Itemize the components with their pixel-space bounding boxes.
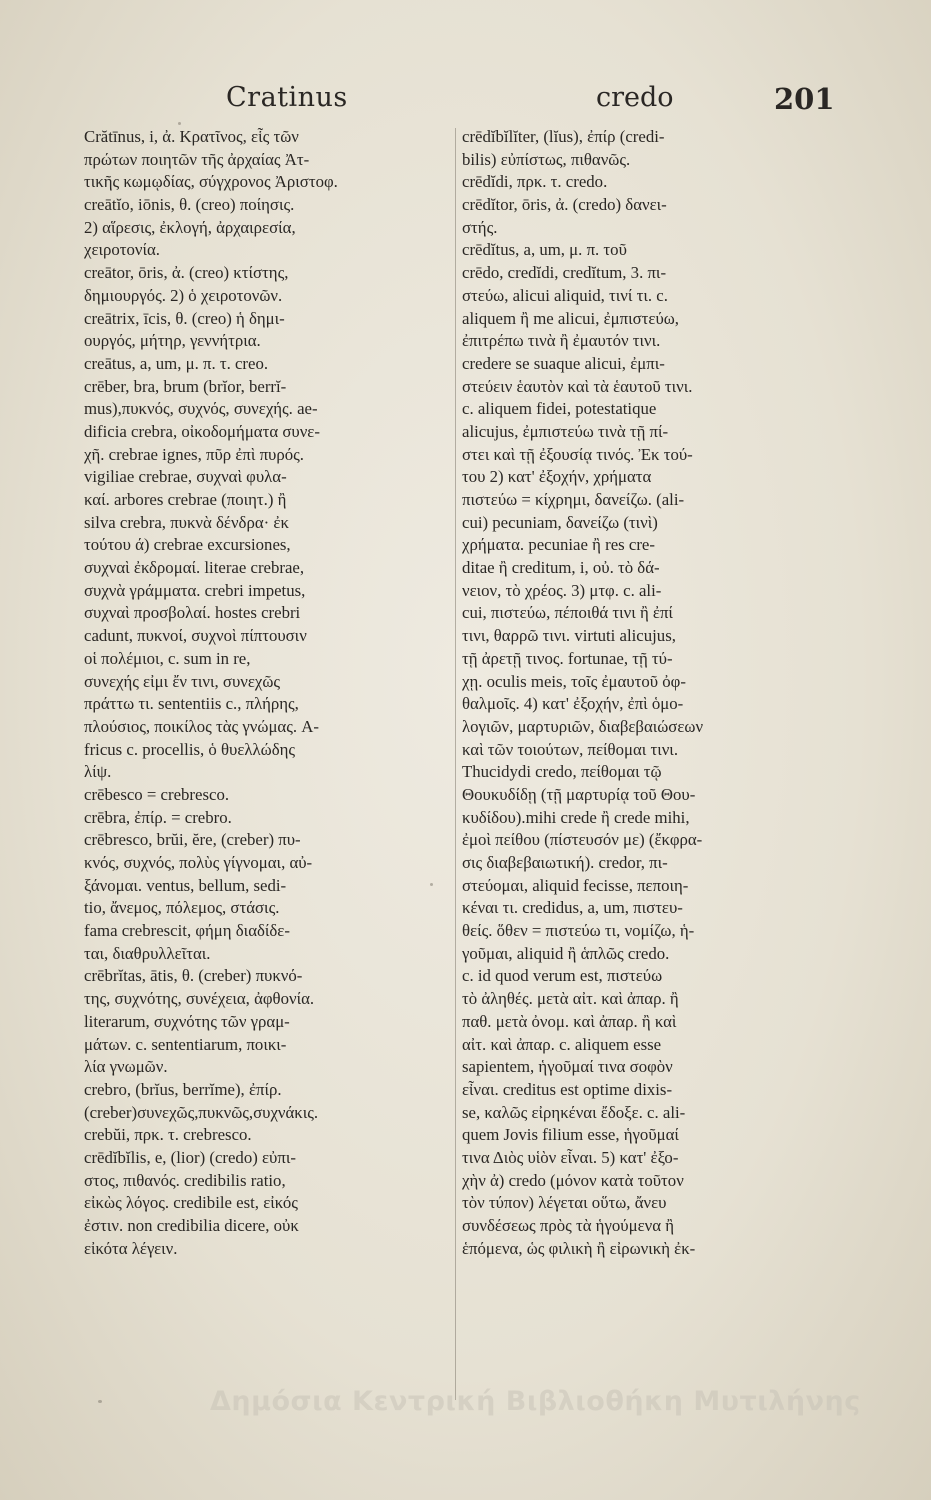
left-column-line: fricus c. procellis, ὁ θυελλώδης (84, 739, 296, 759)
left-column-line: πλούσιος, ποικίλος τὰς γνώμας. A- (84, 716, 319, 736)
left-column-line: συχναὶ ἐκδρομαί. literae crebrae, (84, 558, 305, 578)
right-column-line: στεύειν ἑαυτὸν καὶ τὰ ἑαυτοῦ τινι. (462, 376, 693, 396)
right-column-line: Θουκυδίδῃ (τῇ μαρτυρίᾳ τοῦ Θου- (462, 784, 696, 804)
right-column-line: στει καὶ τῇ ἐξουσίᾳ τινός. Ἐκ τού- (462, 444, 693, 464)
left-column-line: λία γνωμῶν. (84, 1057, 168, 1077)
right-column-line: στεύομαι, aliquid fecisse, πεποιη- (462, 875, 689, 895)
left-column-line: Crătīnus, i, ἀ. Κρατῖνος, εἷς τῶν (84, 127, 299, 146)
left-column-line: (creber)συνεχῶς,πυκνῶς,συχνάκις. (84, 1102, 319, 1122)
left-column-line: crebro, (brĭus, berrĭme), ἐπίρ. (84, 1079, 282, 1099)
left-column-line: χειροτονία. (84, 240, 160, 260)
left-column-line: πρώτων ποιητῶν τῆς ἀρχαίας Ἀτ- (84, 149, 310, 169)
right-column-line: τινα Διὸς υἱὸν εἶναι. 5) κατ' ἐξο- (462, 1147, 679, 1167)
right-column-line: alicujus, ἐμπιστεύω τινὰ τῇ πί- (462, 421, 669, 441)
left-column-line: δημιουργός. 2) ὁ χειροτονῶν. (84, 285, 283, 305)
left-column-line: creātor, ōris, ἀ. (creo) κτίστης, (84, 263, 289, 283)
left-column-line: συχναὶ προσβολαί. hostes crebri (84, 603, 301, 623)
right-column-line: χὴν ἀ) credo (μόνον κατὰ τοῦτον (462, 1170, 684, 1190)
left-column-line: καί. arbores crebrae (ποιητ.) ἢ (84, 490, 287, 509)
left-column-line: mus),πυκνός, συχνός, συνεχής. ae- (84, 399, 318, 419)
left-column-line: λίψ. (84, 762, 112, 782)
left-column-line: ξάνομαι. ventus, bellum, sedi- (84, 875, 287, 895)
paper-speck (178, 122, 181, 125)
right-column-line: crēdĭtor, ōris, ἀ. (credo) δανει- (462, 195, 667, 215)
left-column-line: χῆ. crebrae ignes, πῦρ ἐπὶ πυρός. (84, 444, 304, 464)
left-column-line: vigiliae crebrae, συχναὶ φυλα- (84, 467, 287, 487)
left-column-line: ἐστιν. non credibilia dicere, οὐκ (84, 1216, 299, 1235)
right-column-line: bilis) εὐπίστως, πιθανῶς. (462, 149, 631, 169)
right-column-line: sapientem, ἡγοῦμαί τινα σοφὸν (462, 1057, 673, 1077)
right-column-line: ἑπόμενα, ὡς φιλικὴ ἢ εἰρωνικὴ ἐκ- (462, 1238, 696, 1258)
header-right-guide-word: credo (596, 82, 674, 113)
left-column-line: creātĭo, iōnis, θ. (creo) ποίησις. (84, 195, 295, 215)
library-watermark: Δημόσια Κεντρική Βιβλιοθήκη Μυτιλήνης (210, 1386, 861, 1417)
right-column-line: στής. (462, 217, 498, 237)
right-column-line: crēdĭdi, πρκ. τ. credo. (462, 172, 608, 192)
left-column-line: cadunt, πυκνοί, συχνοὶ πίπτουσιν (84, 626, 307, 646)
left-column-line: τικῆς κωμῳδίας, σύγχρονος Ἀριστοφ. (84, 172, 338, 192)
left-column-line: μάτων. c. sententiarum, ποικι- (84, 1034, 287, 1054)
right-column-line: τινι, θαρρῶ τινι. virtuti alicujus, (462, 626, 676, 646)
right-column (462, 126, 842, 1260)
left-column-line: fama crebrescit, φήμη διαδίδε- (84, 921, 290, 941)
right-column-line: τῇ ἀρετῇ τινος. fortunae, τῇ τύ- (462, 648, 673, 668)
paper-speck (430, 883, 433, 886)
left-column (84, 126, 448, 1260)
right-column-line: χῃ. oculis meis, τοῖς ἐμαυτοῦ ὀφ- (462, 671, 686, 691)
left-column-line: crēbra, ἐπίρ. = crebro. (84, 807, 232, 827)
left-column-line: ται, διαθρυλλεῖται. (84, 943, 211, 963)
right-column-line: τὸ ἀληθές. μετὰ αἰτ. καὶ ἀπαρ. ἢ (462, 989, 679, 1009)
right-column-line: c. id quod verum est, πιστεύω (462, 966, 663, 986)
left-column-line: crēbrĭtas, ātis, θ. (creber) πυκνό- (84, 966, 303, 986)
right-column-line: aliquem ἢ me alicui, ἐμπιστεύω, (462, 308, 680, 328)
right-column-line: cui) pecuniam, δανείζω (τινὶ) (462, 512, 658, 532)
left-column-line: crēbesco = crebresco. (84, 784, 230, 804)
right-column-line: νειον, τὸ χρέος. 3) μτφ. c. ali- (462, 580, 662, 600)
right-column-line: εἶναι. creditus est optime dixis- (462, 1079, 673, 1099)
left-column-line: crēbresco, brŭi, ĕre, (creber) πυ- (84, 830, 301, 850)
left-column-line: τούτου ά) crebrae excursiones, (84, 535, 291, 555)
right-column-line: crēdo, credĭdi, credĭtum, 3. πι- (462, 263, 667, 283)
left-column-line: της, συχνότης, συνέχεια, ἀφθονία. (84, 989, 315, 1009)
left-column-line: ουργός, μήτηρ, γεννήτρια. (84, 331, 261, 351)
left-column-line: συνεχής εἰμι ἔν τινι, συνεχῶς (84, 671, 281, 691)
right-column-line: συνδέσεως πρὸς τὰ ἡγούμενα ἢ (462, 1216, 674, 1235)
right-column-line: se, καλῶς εἰρηκέναι ἔδοξε. c. ali- (462, 1102, 686, 1122)
left-column-line: tio, ἄνεμος, πόλεμος, στάσις. (84, 898, 280, 918)
right-column-line: παθ. μετὰ ὀνομ. καὶ ἀπαρ. ἢ καὶ (462, 1011, 677, 1031)
left-column-line: crebŭi, πρκ. τ. crebresco. (84, 1125, 252, 1145)
right-column-line: θαλμοῖς. 4) κατ' ἐξοχήν, ἐπὶ ὁμο- (462, 694, 684, 714)
right-column-line: γοῦμαι, aliquid ἢ ἁπλῶς credo. (462, 943, 670, 963)
page-number: 201 (774, 82, 835, 116)
right-column-line: quem Jovis filium esse, ἡγοῦμαί (462, 1125, 679, 1145)
right-column-line: θείς. ὅθεν = πιστεύω τι, νομίζω, ἡ- (462, 921, 695, 941)
left-column-line: κνός, συχνός, πολὺς γίγνομαι, αὐ- (84, 853, 313, 872)
right-column-line: καὶ τῶν τοιούτων, πείθομαι τινι. (462, 739, 679, 759)
header-left-guide-word: Cratinus (226, 82, 348, 113)
left-column-line: εἰκότα λέγειν. (84, 1238, 178, 1258)
left-column-line: crēdĭbĭlis, e, (lior) (credo) εὐπι- (84, 1147, 296, 1167)
right-column-line: του 2) κατ' ἐξοχήν, χρήματα (462, 467, 652, 487)
right-column-line: ἐπιτρέπω τινὰ ἢ ἐμαυτόν τινι. (462, 331, 661, 351)
left-column-line: crēber, bra, brum (brĭor, berrĭ- (84, 376, 287, 396)
left-column-line: εἰκὼς λόγος. credibile est, εἰκός (84, 1193, 298, 1213)
left-column-line: creātrix, īcis, θ. (creo) ἡ δημι- (84, 308, 285, 328)
left-column-line: στος, πιθανός. credibilis ratio, (84, 1170, 286, 1190)
right-column-line: χρήματα. pecuniae ἢ res cre- (462, 535, 655, 555)
right-column-line: πιστεύω = κίχρημι, δανείζω. (ali- (462, 490, 685, 509)
right-column-line: Thucidydi credo, πείθομαι τῷ (462, 762, 662, 782)
right-column-line: ditae ἢ creditum, i, οὐ. τὸ δά- (462, 558, 660, 578)
right-column-line: c. aliquem fidei, potestatique (462, 399, 657, 419)
right-column-line: κέναι τι. credidus, a, um, πιστευ- (462, 898, 683, 918)
paper-speck (98, 1400, 102, 1403)
right-column-line: τὸν τύπον) λέγεται οὕτω, ἄνευ (462, 1193, 667, 1213)
right-column-line: στεύω, alicui aliquid, τινί τι. c. (462, 285, 668, 305)
right-column-line: κυδίδου).mihi crede ἢ crede mihi, (462, 807, 690, 827)
right-column-line: crēdĭbĭlĭter, (lĭus), ἐπίρ (credi- (462, 127, 665, 146)
left-column-line: silva crebra, πυκνὰ δένδρα· ἐκ (84, 512, 289, 532)
column-divider (455, 128, 456, 1400)
left-column-line: 2) αἵρεσις, ἐκλογή, ἀρχαιρεσία, (84, 217, 296, 237)
right-column-line: cui, πιστεύω, πέποιθά τινι ἢ ἐπί (462, 603, 673, 623)
right-column-line: ἐμοὶ πείθου (πίστευσόν με) (ἔκφρα- (462, 830, 703, 850)
right-column-line: αἰτ. καὶ ἀπαρ. c. aliquem esse (462, 1034, 662, 1054)
left-column-line: πράττω τι. sententiis c., πλήρης, (84, 694, 299, 714)
right-column-line: σις διαβεβαιωτική). credor, πι- (462, 853, 668, 872)
right-column-line: credere se suaque alicui, ἐμπι- (462, 353, 665, 373)
left-column-line: literarum, συχνότης τῶν γραμ- (84, 1011, 290, 1031)
right-column-line: λογιῶν, μαρτυριῶν, διαβεβαιώσεων (462, 716, 704, 736)
left-column-line: συχνὰ γράμματα. crebri impetus, (84, 580, 306, 600)
page-header (0, 82, 931, 122)
left-column-line: creātus, a, um, μ. π. τ. creo. (84, 353, 269, 373)
left-column-line: οἱ πολέμιοι, c. sum in re, (84, 648, 251, 668)
left-column-line: dificia crebra, οἰκοδομήματα συνε- (84, 421, 320, 441)
right-column-line: crēdĭtus, a, um, μ. π. τοῦ (462, 240, 627, 260)
